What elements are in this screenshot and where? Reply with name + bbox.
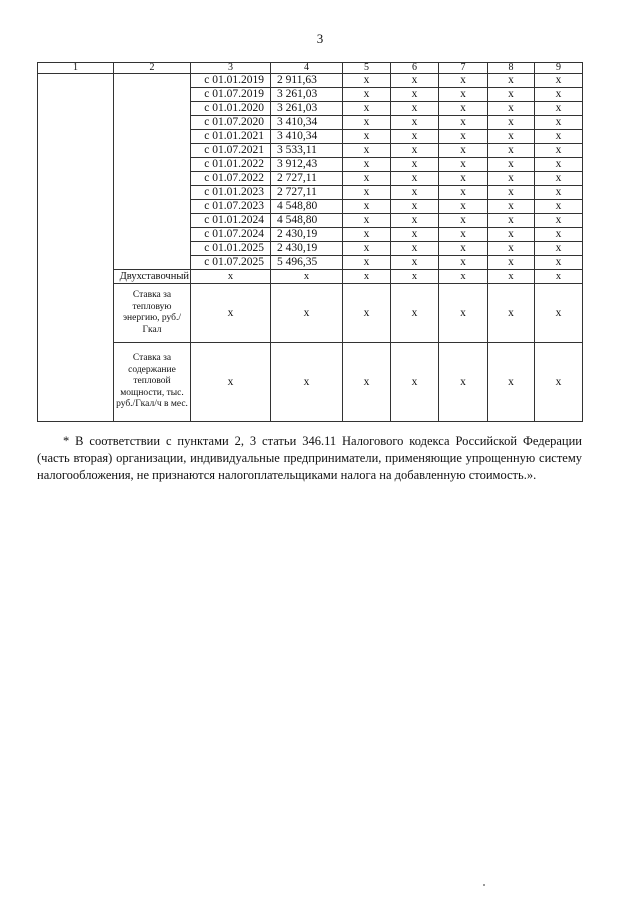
tariff-period-row (38, 74, 583, 88)
not-applicable-mark: x (391, 242, 439, 256)
not-applicable-mark: x (439, 102, 488, 116)
not-applicable-mark: x (439, 256, 488, 270)
not-applicable-mark: x (391, 88, 439, 102)
not-applicable-mark: x (535, 74, 583, 88)
not-applicable-mark: x (343, 172, 391, 186)
period-date: с 01.07.2019 (191, 88, 271, 102)
not-applicable-mark: x (535, 144, 583, 158)
column-1-merged-cell (38, 74, 114, 422)
not-applicable-mark: x (439, 242, 488, 256)
not-applicable-mark: x (535, 270, 583, 284)
not-applicable-mark: x (439, 284, 488, 343)
not-applicable-mark: x (439, 200, 488, 214)
not-applicable-mark: x (535, 88, 583, 102)
not-applicable-mark: x (488, 200, 535, 214)
tariff-value: 2 430,19 (271, 242, 343, 256)
not-applicable-mark: x (488, 343, 535, 422)
not-applicable-mark: x (391, 74, 439, 88)
tariff-value: 3 533,11 (271, 144, 343, 158)
not-applicable-mark: x (271, 343, 343, 422)
period-date: с 01.01.2025 (191, 242, 271, 256)
not-applicable-mark: x (391, 228, 439, 242)
not-applicable-mark: x (391, 172, 439, 186)
not-applicable-mark: x (535, 228, 583, 242)
not-applicable-mark: x (343, 116, 391, 130)
not-applicable-mark: x (391, 102, 439, 116)
energy-rate-row-label: Ставка за тепловую энергию, руб./Гкал (114, 284, 191, 343)
period-date: с 01.07.2021 (191, 144, 271, 158)
not-applicable-mark: x (535, 242, 583, 256)
column-number: 9 (535, 63, 583, 74)
tariff-value: 2 727,11 (271, 186, 343, 200)
period-date: с 01.01.2021 (191, 130, 271, 144)
not-applicable-mark: x (391, 144, 439, 158)
not-applicable-mark: x (343, 102, 391, 116)
not-applicable-mark: x (391, 256, 439, 270)
column-number: 4 (271, 63, 343, 74)
not-applicable-mark: x (535, 284, 583, 343)
not-applicable-mark: x (488, 88, 535, 102)
not-applicable-mark: x (191, 343, 271, 422)
not-applicable-mark: x (343, 256, 391, 270)
tariff-value: 5 496,35 (271, 256, 343, 270)
period-date: с 01.07.2022 (191, 172, 271, 186)
two-part-tariff-row (38, 270, 583, 284)
not-applicable-mark: x (343, 242, 391, 256)
energy-rate-row (38, 284, 583, 343)
not-applicable-mark: x (488, 242, 535, 256)
not-applicable-mark: x (439, 343, 488, 422)
not-applicable-mark: x (488, 74, 535, 88)
not-applicable-mark: x (439, 130, 488, 144)
not-applicable-mark: x (535, 130, 583, 144)
not-applicable-mark: x (343, 214, 391, 228)
period-date: с 01.01.2022 (191, 158, 271, 172)
not-applicable-mark: x (391, 116, 439, 130)
not-applicable-mark: x (391, 130, 439, 144)
not-applicable-mark: x (343, 186, 391, 200)
period-date: с 01.07.2020 (191, 116, 271, 130)
tariff-value: 3 410,34 (271, 116, 343, 130)
not-applicable-mark: x (535, 102, 583, 116)
scan-speck (483, 884, 485, 886)
not-applicable-mark: x (488, 284, 535, 343)
period-date: с 01.01.2019 (191, 74, 271, 88)
not-applicable-mark: x (343, 270, 391, 284)
tariff-value: 3 410,34 (271, 130, 343, 144)
not-applicable-mark: x (439, 158, 488, 172)
not-applicable-mark: x (439, 116, 488, 130)
not-applicable-mark: x (391, 284, 439, 343)
not-applicable-mark: x (391, 200, 439, 214)
period-date: с 01.07.2024 (191, 228, 271, 242)
not-applicable-mark: x (488, 158, 535, 172)
not-applicable-mark: x (439, 186, 488, 200)
not-applicable-mark: x (343, 130, 391, 144)
not-applicable-mark: x (488, 172, 535, 186)
not-applicable-mark: x (271, 284, 343, 343)
not-applicable-mark: x (535, 200, 583, 214)
tariff-value: 2 430,19 (271, 228, 343, 242)
not-applicable-mark: x (343, 284, 391, 343)
not-applicable-mark: x (488, 228, 535, 242)
not-applicable-mark: x (488, 144, 535, 158)
not-applicable-mark: x (343, 74, 391, 88)
column-number: 8 (488, 63, 535, 74)
tariff-value: 4 548,80 (271, 214, 343, 228)
not-applicable-mark: x (439, 88, 488, 102)
not-applicable-mark: x (271, 270, 343, 284)
period-date: с 01.07.2025 (191, 256, 271, 270)
not-applicable-mark: x (488, 102, 535, 116)
column-number: 7 (439, 63, 488, 74)
column-2-merged-cell (114, 74, 191, 270)
tariff-table (37, 62, 583, 422)
period-date: с 01.01.2020 (191, 102, 271, 116)
column-number: 6 (391, 63, 439, 74)
not-applicable-mark: x (488, 214, 535, 228)
not-applicable-mark: x (343, 228, 391, 242)
tariff-value: 2 727,11 (271, 172, 343, 186)
column-number: 1 (38, 63, 114, 74)
period-date: с 01.01.2023 (191, 186, 271, 200)
tax-footnote (37, 433, 582, 484)
two-part-tariff-row-label: Двухставочный (114, 270, 191, 284)
not-applicable-mark: x (391, 158, 439, 172)
not-applicable-mark: x (343, 343, 391, 422)
tariff-value: 3 261,03 (271, 102, 343, 116)
not-applicable-mark: x (488, 116, 535, 130)
not-applicable-mark: x (439, 172, 488, 186)
not-applicable-mark: x (535, 158, 583, 172)
not-applicable-mark: x (391, 270, 439, 284)
not-applicable-mark: x (488, 130, 535, 144)
footnote-text: * В соответствии с пунктами 2, 3 статьи 346.11 Налогового кодекса Российской Федерации (часть вторая) организации, индивидуальные предприниматели, применяющие упрощенную систему налогообложения, не признаются налогоплательщиками налога на добавленную стоимость.». (37, 434, 582, 482)
not-applicable-mark: x (488, 256, 535, 270)
not-applicable-mark: x (439, 144, 488, 158)
tariff-value: 2 911,63 (271, 74, 343, 88)
capacity-rate-row-label: Ставка за содержание тепловой мощности, тыс. руб./Гкал/ч в мес. (114, 343, 191, 422)
not-applicable-mark: x (439, 214, 488, 228)
not-applicable-mark: x (535, 186, 583, 200)
not-applicable-mark: x (391, 343, 439, 422)
column-number: 2 (114, 63, 191, 74)
not-applicable-mark: x (535, 172, 583, 186)
not-applicable-mark: x (488, 270, 535, 284)
column-number-row (38, 63, 583, 74)
tariff-value: 3 261,03 (271, 88, 343, 102)
not-applicable-mark: x (439, 270, 488, 284)
page-number: 3 (316, 31, 324, 46)
not-applicable-mark: x (439, 228, 488, 242)
not-applicable-mark: x (535, 256, 583, 270)
not-applicable-mark: x (343, 158, 391, 172)
column-number: 5 (343, 63, 391, 74)
not-applicable-mark: x (343, 88, 391, 102)
not-applicable-mark: x (191, 270, 271, 284)
not-applicable-mark: x (343, 200, 391, 214)
column-number: 3 (191, 63, 271, 74)
not-applicable-mark: x (391, 214, 439, 228)
not-applicable-mark: x (535, 343, 583, 422)
period-date: с 01.01.2024 (191, 214, 271, 228)
not-applicable-mark: x (191, 284, 271, 343)
tariff-value: 3 912,43 (271, 158, 343, 172)
tariff-value: 4 548,80 (271, 200, 343, 214)
not-applicable-mark: x (439, 74, 488, 88)
not-applicable-mark: x (535, 214, 583, 228)
capacity-rate-row (38, 343, 583, 422)
not-applicable-mark: x (488, 186, 535, 200)
not-applicable-mark: x (391, 186, 439, 200)
not-applicable-mark: x (535, 116, 583, 130)
period-date: с 01.07.2023 (191, 200, 271, 214)
not-applicable-mark: x (343, 144, 391, 158)
